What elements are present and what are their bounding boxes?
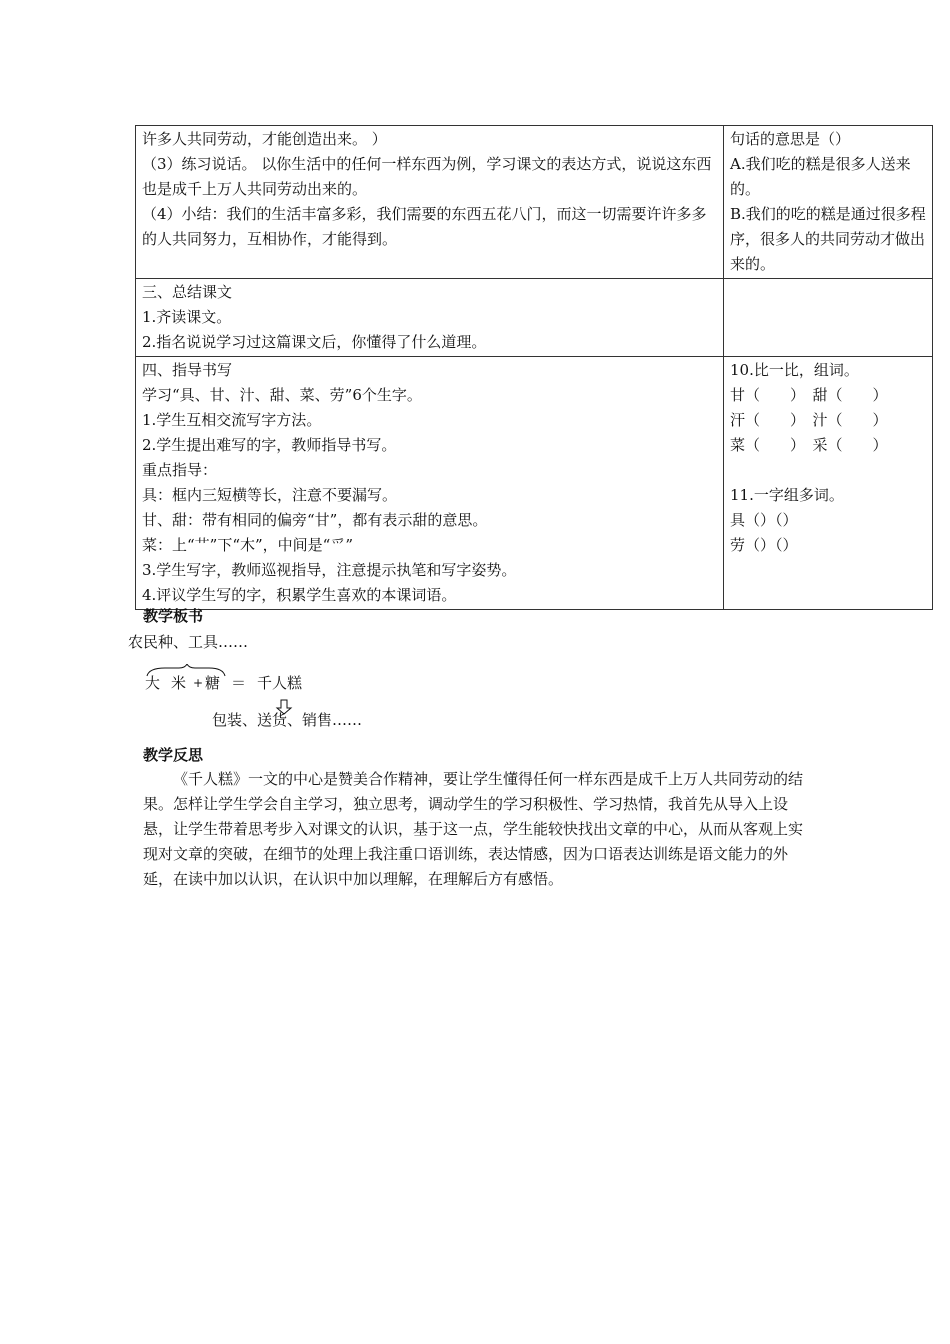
- exercise-line: 甘（ ） 甜（ ）: [730, 386, 888, 404]
- word-da: 大: [145, 674, 161, 692]
- text-line: 1.学生互相交流写字方法。: [142, 411, 322, 429]
- text-line: 4.评议学生写的字，积累学生喜欢的本课词语。: [142, 586, 457, 604]
- result-word: 千人糕: [257, 674, 303, 692]
- text-line: （3）练习说话。 以你生活中的任何一样东西为例，学习课文的表达方式，说说这东西也是成千上万人共同劳动出来的。: [142, 155, 712, 198]
- section-heading: 四、指导书写: [142, 361, 233, 379]
- reflection-heading: 教学反思: [143, 746, 204, 764]
- board-line-1: 农民种、工具……: [128, 633, 249, 651]
- text-line: 甘、甜：带有相同的偏旁“甘”，都有表示甜的意思。: [142, 511, 488, 529]
- exercise-line: 具（）（）: [730, 511, 798, 529]
- text-line: （4）小结：我们的生活丰富多彩，我们需要的东西五花八门，而这一切需要许许多多的人共同努力，互相协作，才能得到。: [142, 205, 707, 248]
- table-cell-right: [724, 279, 933, 357]
- board-line-3: 包装、送货、销售……: [212, 711, 363, 729]
- text-line: 1.齐读课文。: [142, 308, 232, 326]
- text-line: B.我们的吃的糕是通过很多程序，很多人的共同劳动才做出来的。: [730, 205, 926, 273]
- plus-sign: +: [193, 676, 204, 690]
- exercise-line: 劳（）（）: [730, 536, 798, 554]
- reflection-paragraph: 《千人糕》一文的中心是赞美合作精神，要让学生懂得任何一样东西是成千上万人共同劳动的结果。怎样让学生学会自主学习，独立思考，调动学生的学习积极性、学习热情，我首先从导入上设悬，让学生带着思考步入对课文的认识，基于这一点，学生能较快找出文章的中心，从而从客观上实现对文章的突破，在细节的处理上我注重口语训练，表达情感，因为口语表达训练是语文能力的外延，在读中加以认识，在认识中加以理解，在理解后方有感悟。: [143, 770, 804, 888]
- table-cell-left: [136, 357, 724, 610]
- lesson-plan-table: [135, 125, 933, 610]
- text-line: 许多人共同劳动，才能创造出来。 ）: [142, 130, 387, 148]
- table-cell-right: [724, 357, 933, 610]
- table-row: [136, 126, 933, 279]
- word-tang: 糖: [205, 674, 221, 692]
- text-line: 2.指名说说学习过这篇课文后，你懂得了什么道理。: [142, 333, 487, 351]
- text-line: 3.学生写字，教师巡视指导，注意提示执笔和写字姿势。: [142, 561, 517, 579]
- equals-sign: ＝: [231, 674, 247, 692]
- board-heading: 教学板书: [143, 607, 204, 625]
- blank-line: [730, 458, 926, 483]
- exercise-title: 10.比一比，组词。: [730, 361, 859, 379]
- exercise-line: 汗（ ） 汁（ ）: [730, 411, 888, 429]
- exercise-title: 11.一字组多词。: [730, 486, 844, 504]
- text-line: 学习“具、甘、汁、甜、菜、劳”6个生字。: [142, 386, 422, 404]
- table-row: [136, 279, 933, 357]
- table-cell-left: [136, 279, 724, 357]
- exercise-line: 菜（ ） 采（ ）: [730, 436, 888, 454]
- text-line: 菜：上“艹”下“木”，中间是“爫”: [142, 536, 354, 554]
- text-line: 重点指导：: [142, 461, 218, 479]
- text-line: 具：框内三短横等长，注意不要漏写。: [142, 486, 398, 504]
- table-cell-left: [136, 126, 724, 279]
- text-line: A.我们吃的糕是很多人送来的。: [730, 155, 911, 198]
- text-line: 2.学生提出难写的字，教师指导书写。: [142, 436, 397, 454]
- word-mi: 米: [171, 674, 187, 692]
- table-row: [136, 357, 933, 610]
- section-heading: 三、总结课文: [142, 283, 233, 301]
- table-cell-right: [724, 126, 933, 279]
- text-line: 句话的意思是（）: [730, 130, 851, 148]
